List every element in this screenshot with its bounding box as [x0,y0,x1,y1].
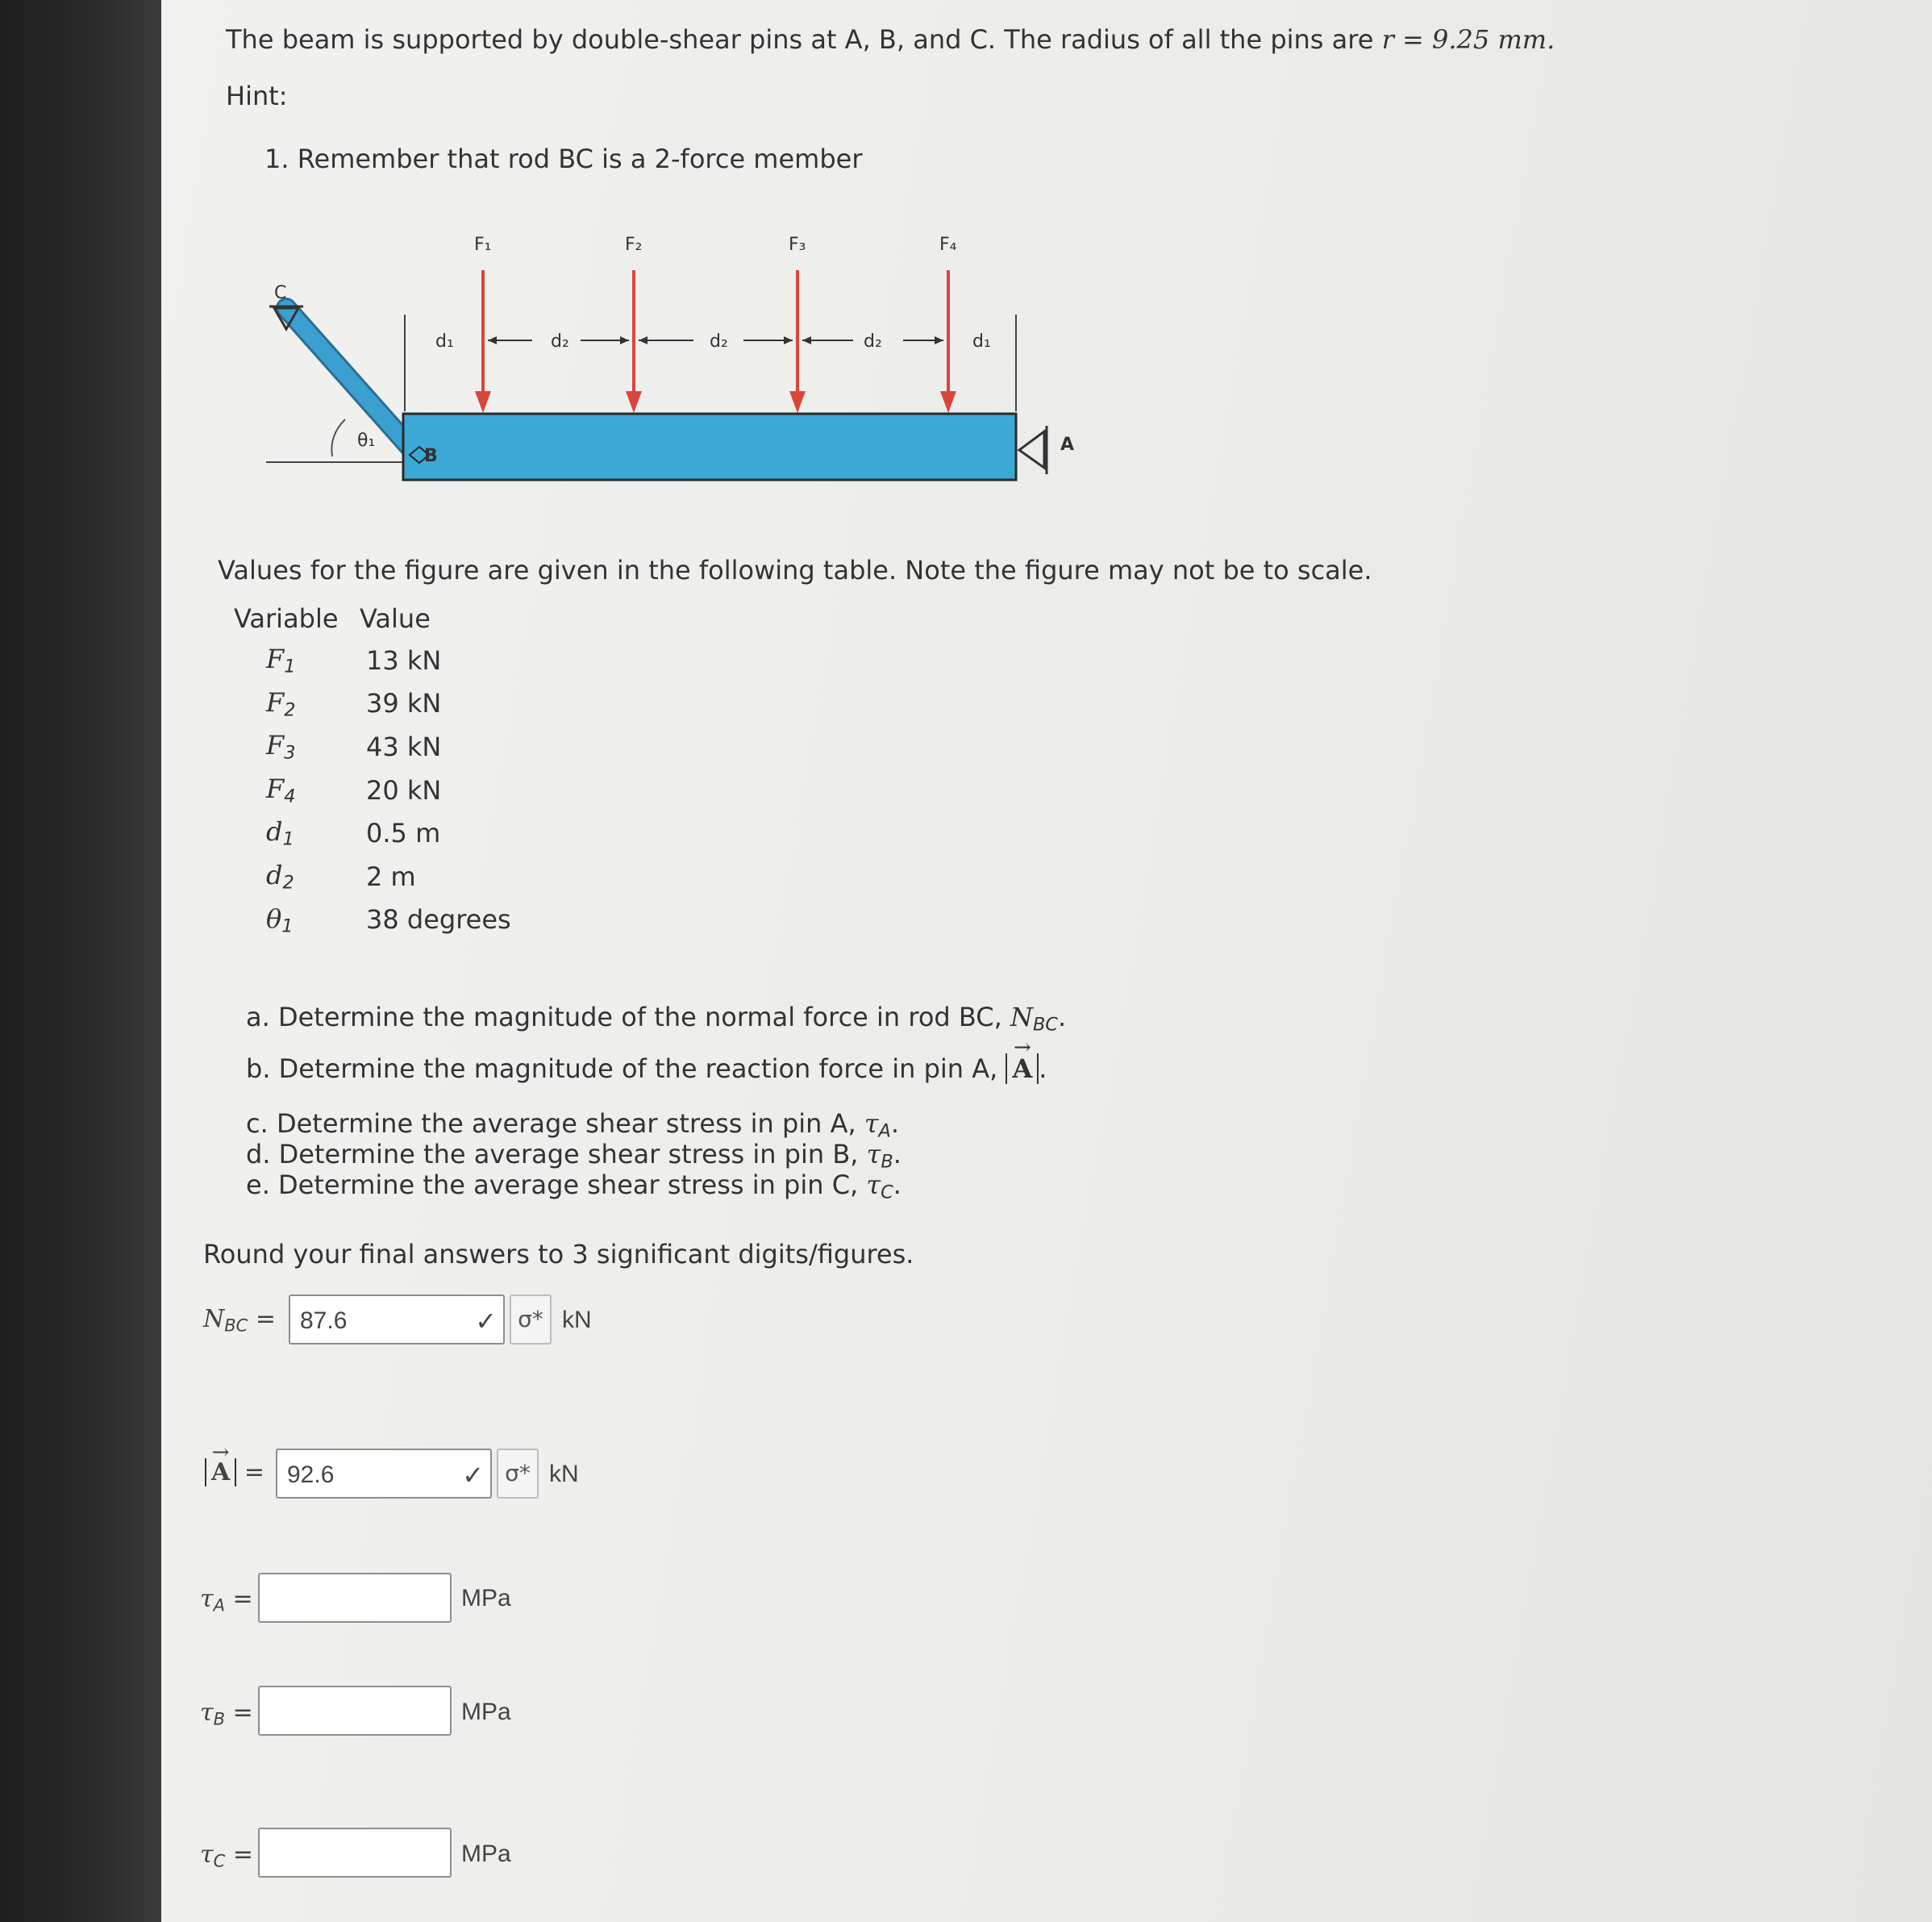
key-icon[interactable]: σ* [510,1295,552,1345]
values-note: Values for the figure are given in the following table. Note the figure may not be to scale. [218,555,1372,586]
label-d1-right: d₁ [972,331,991,352]
force-arrowhead-f3 [789,391,806,413]
label-f2: F₂ [625,235,643,255]
label-a: A [1060,435,1075,455]
question-c: c. Determine the average shear stress in pin A, $\tau_A$. [246,1108,900,1142]
key-icon[interactable]: σ* [497,1449,539,1499]
problem-statement [226,24,1555,55]
pin-a-support [1019,432,1044,468]
label-f3: F₃ [789,235,806,255]
magnitude-a-symbol: → A [1006,1053,1039,1084]
nbc-unit: kN [562,1307,592,1333]
table-row: $F_1$ 13 kN [266,644,442,677]
nbc-answer-field[interactable]: 87.6 ✓ [289,1295,505,1345]
a-mag-label: → A = [205,1458,264,1486]
check-icon: ✓ [475,1307,497,1336]
table-row: $\theta_1$ 38 degrees [266,903,511,937]
tau-a-label: $\tau_A$ = [200,1585,253,1616]
a-mag-unit: kN [549,1461,579,1487]
label-d2-a: d₂ [551,331,569,352]
rounding-note: Round your final answers to 3 significant digits/figures. [203,1239,914,1270]
monitor-bezel [0,0,161,1922]
force-arrowhead-f2 [626,391,642,413]
nbc-label: $N_{BC}$ = [203,1305,277,1336]
table-header-variable: Variable [234,603,339,634]
values-table [234,598,511,941]
hint-label: Hint: [226,81,288,111]
problem-page [161,0,1932,1922]
hint-item-1: 1. Remember that rod BC is a 2-force member [264,144,863,174]
table-row: $F_4$ 20 kN [266,773,442,807]
angle-arc [331,419,345,457]
table-row: $d_2$ 2 m [266,859,416,894]
tau-c-answer-field[interactable] [258,1828,452,1878]
rod-bc [286,308,415,453]
table-row: $F_2$ 39 kN [266,686,442,721]
table-row: $d_1$ 0.5 m [266,816,441,850]
question-e: e. Determine the average shear stress in pin C, $\tau_C$. [246,1169,901,1203]
problem-intro-text: The beam is supported by double-shear pins at A, B, and C. The radius of all the pins are [226,24,1374,55]
question-a: a. Determine the magnitude of the normal force in rod BC, $N_{BC}$. [246,1002,1067,1036]
label-f1: F₁ [474,235,492,255]
question-d: d. Determine the average shear stress in pin B, $\tau_B$. [246,1139,901,1173]
tau-c-label: $\tau_C$ = [200,1841,253,1871]
table-row: $F_3$ 43 kN [266,730,442,764]
tau-b-label: $\tau_B$ = [200,1699,253,1729]
label-d1-left: d₁ [435,331,454,352]
check-icon: ✓ [462,1461,484,1490]
label-d2-c: d₂ [864,331,882,352]
force-arrowhead-f4 [940,391,956,413]
label-b: B [424,446,438,466]
tau-b-answer-field[interactable] [258,1686,452,1736]
force-arrowhead-f1 [475,391,491,413]
beam-figure [242,218,1193,508]
table-header-value: Value [360,603,431,634]
label-theta: θ₁ [357,431,376,451]
tau-c-unit: MPa [461,1841,511,1867]
a-mag-answer-field[interactable]: 92.6 ✓ [276,1449,492,1499]
tau-a-answer-field[interactable] [258,1573,452,1623]
question-b: b. Determine the magnitude of the reaction force in pin A, → A . [246,1036,1047,1084]
tau-b-unit: MPa [461,1699,511,1725]
tau-a-unit: MPa [461,1585,511,1611]
radius-value: = 9.25 mm. [1402,24,1555,55]
beam [403,414,1016,480]
label-f4: F₄ [939,235,957,255]
label-d2-b: d₂ [710,331,728,352]
label-c: C [274,283,287,303]
radius-symbol: r [1381,24,1394,55]
